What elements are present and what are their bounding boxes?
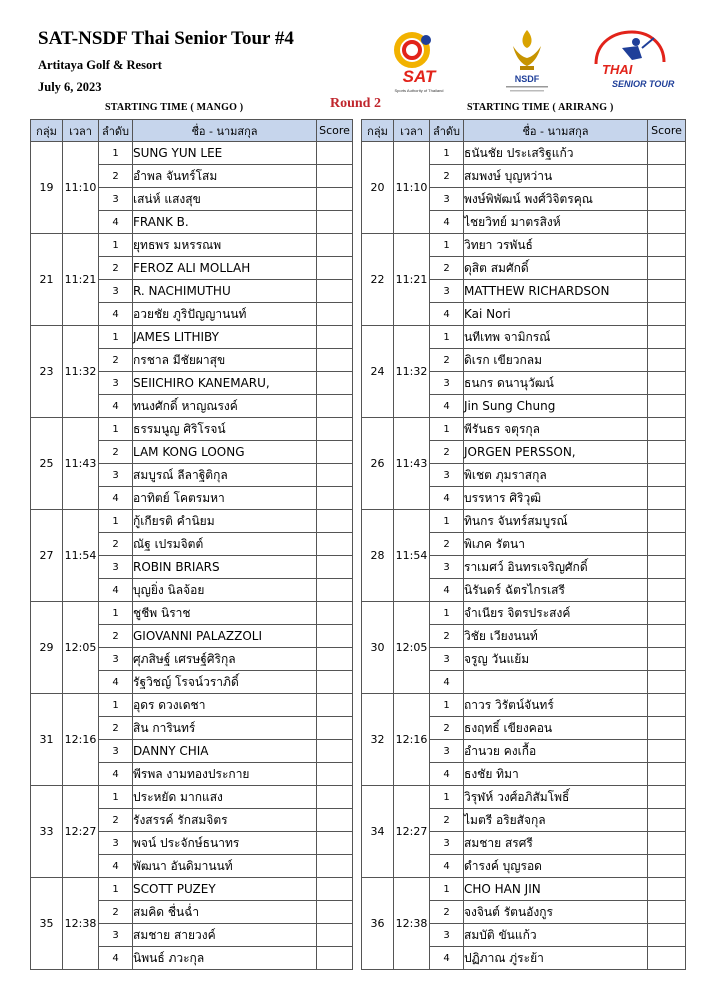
venue-name: Artitaya Golf & Resort [38,58,162,72]
tee-time-cell: 11:10 [63,142,99,234]
player-name-cell: SUNG YUN LEE [133,142,317,165]
player-name-cell: GIOVANNI PALAZZOLI [133,625,317,648]
col-order-header: ลำดับ [430,120,464,142]
order-cell: 3 [99,372,133,395]
order-cell: 1 [99,786,133,809]
score-cell [648,441,686,464]
order-cell: 3 [99,832,133,855]
player-name-cell: DANNY CHIA [133,740,317,763]
group-number-cell: 29 [31,602,63,694]
player-name-cell: MATTHEW RICHARDSON [464,280,648,303]
order-cell: 4 [430,671,464,694]
order-cell: 4 [430,303,464,326]
order-cell: 1 [99,418,133,441]
order-cell: 3 [430,372,464,395]
player-name-cell: ทนงศักดิ์ หาญณรงค์ [133,395,317,418]
order-cell: 4 [99,303,133,326]
order-cell: 3 [99,648,133,671]
order-cell: 1 [430,142,464,165]
player-name-cell: สมชาย สรศรี [464,832,648,855]
player-name-cell: ธงฤทธิ์ เขียงคอน [464,717,648,740]
player-name-cell: กู้เกียรติ คำนิยม [133,510,317,533]
tee-time-cell: 11:21 [394,234,430,326]
group-number-cell: 20 [362,142,394,234]
score-cell [648,740,686,763]
order-cell: 1 [430,418,464,441]
player-name-cell: ไมตรี อริยสัจกุล [464,809,648,832]
group-number-cell: 23 [31,326,63,418]
score-cell [648,878,686,901]
player-name-cell: ทินกร จันทร์สมบูรณ์ [464,510,648,533]
order-cell: 1 [99,510,133,533]
order-cell: 2 [99,625,133,648]
tee-time-cell: 11:32 [63,326,99,418]
player-name-cell: ไชยวิทย์ มาตรสิงห์ [464,211,648,234]
player-name-cell: ศุภสิษฐ์ เศรษฐ์ศิริกุล [133,648,317,671]
player-name-cell: กรชาล มีชัยผาสุข [133,349,317,372]
player-name-cell: อุดร ดวงเดชา [133,694,317,717]
player-name-cell: ธงชัย ทิมา [464,763,648,786]
order-cell: 4 [99,947,133,970]
order-cell: 3 [99,280,133,303]
player-name-cell: จงจินต์ รัตนอังกูร [464,901,648,924]
group-number-cell: 31 [31,694,63,786]
order-cell: 1 [430,326,464,349]
group-number-cell: 28 [362,510,394,602]
score-cell [317,487,353,510]
player-name-cell: Kai Nori [464,303,648,326]
table-row [31,326,353,349]
group-number-cell: 34 [362,786,394,878]
score-cell [648,786,686,809]
player-name-cell: ดำรงค์ บุญรอด [464,855,648,878]
order-cell: 2 [430,809,464,832]
player-name-cell: FRANK B. [133,211,317,234]
score-cell [317,372,353,395]
score-cell [648,234,686,257]
player-name-cell: ถาวร วิรัตน์จันทร์ [464,694,648,717]
score-cell [648,395,686,418]
score-cell [648,211,686,234]
score-cell [648,418,686,441]
tee-time-cell: 12:05 [394,602,430,694]
order-cell: 3 [430,188,464,211]
player-name-cell: พจน์ ประจักษ์ธนาทร [133,832,317,855]
score-cell [317,809,353,832]
col-group-header: กลุ่ม [362,120,394,142]
score-cell [317,625,353,648]
player-name-cell: ยุทธพร มหรรณพ [133,234,317,257]
player-name-cell: สมบูรณ์ ลีลาฐิติกุล [133,464,317,487]
tee-time-cell: 12:38 [394,878,430,970]
score-cell [317,579,353,602]
svg-text:Sports Authority of Thailand: Sports Authority of Thailand [394,88,444,93]
score-cell [648,257,686,280]
order-cell: 1 [430,878,464,901]
order-cell: 4 [99,855,133,878]
group-number-cell: 30 [362,602,394,694]
table-row [362,142,686,165]
tee-time-cell: 12:16 [394,694,430,786]
player-name-cell: CHO HAN JIN [464,878,648,901]
table-row [31,418,353,441]
group-number-cell: 36 [362,878,394,970]
order-cell: 4 [430,395,464,418]
col-group-header: กลุ่ม [31,120,63,142]
score-cell [317,142,353,165]
order-cell: 3 [430,924,464,947]
score-cell [317,303,353,326]
order-cell: 3 [99,464,133,487]
score-cell [648,671,686,694]
thai-senior-tour-logo [592,30,675,92]
score-cell [648,464,686,487]
svg-text:NSDF: NSDF [514,74,540,84]
order-cell: 4 [99,671,133,694]
player-name-cell: เสน่ห์ แสงสุข [133,188,317,211]
player-name-cell: อำนวย คงเกื้อ [464,740,648,763]
order-cell: 3 [430,648,464,671]
arirang-schedule-table [361,119,686,970]
score-cell [648,372,686,395]
player-name-cell: นิรันดร์ ฉัตรไกรเสรี [464,579,648,602]
player-name-cell: ชูชีพ นิราช [133,602,317,625]
tee-time-cell: 11:10 [394,142,430,234]
order-cell: 4 [99,763,133,786]
score-cell [648,901,686,924]
nsdf-logo [498,26,556,96]
player-name-cell: ราเมศว์ อินทรเจริญศักดิ์ [464,556,648,579]
order-cell: 3 [430,740,464,763]
table-row [362,694,686,717]
player-name-cell: บุญยิ่ง นิลจ้อย [133,579,317,602]
score-cell [317,924,353,947]
group-number-cell: 21 [31,234,63,326]
mango-title: STARTING TIME ( MANGO ) [105,102,244,113]
order-cell: 2 [99,349,133,372]
player-name-cell: ณัฐ เปรมจิตต์ [133,533,317,556]
player-name-cell: ธนันชัย ประเสริฐแก้ว [464,142,648,165]
order-cell: 4 [430,487,464,510]
col-time-header: เวลา [394,120,430,142]
order-cell: 1 [99,142,133,165]
table-row [362,234,686,257]
table-row [31,878,353,901]
score-cell [317,234,353,257]
tee-time-cell: 11:54 [394,510,430,602]
order-cell: 4 [99,211,133,234]
order-cell: 4 [430,579,464,602]
score-cell [317,257,353,280]
score-cell [317,165,353,188]
table-row [362,418,686,441]
col-name-header: ชื่อ - นามสกุล [464,120,648,142]
order-cell: 2 [99,257,133,280]
order-cell: 1 [99,694,133,717]
order-cell: 2 [99,717,133,740]
order-cell: 3 [430,832,464,855]
group-number-cell: 27 [31,510,63,602]
col-time-header: เวลา [63,120,99,142]
player-name-cell: อาทิตย์ โคตรมหา [133,487,317,510]
score-cell [317,441,353,464]
table-row [362,786,686,809]
player-name-cell: R. NACHIMUTHU [133,280,317,303]
player-name-cell: พงษ์พิพัฒน์ พงศ์วิจิตรคุณ [464,188,648,211]
col-name-header: ชื่อ - นามสกุล [133,120,317,142]
score-cell [648,832,686,855]
score-cell [317,671,353,694]
order-cell: 4 [99,579,133,602]
tee-time-cell: 12:05 [63,602,99,694]
score-cell [648,625,686,648]
score-cell [317,510,353,533]
score-cell [317,349,353,372]
order-cell: 4 [99,487,133,510]
score-cell [648,280,686,303]
order-cell: 1 [430,694,464,717]
order-cell: 1 [430,602,464,625]
order-cell: 4 [430,855,464,878]
player-name-cell: รังสรรค์ รักสมจิตร [133,809,317,832]
order-cell: 2 [99,165,133,188]
player-name-cell: จำเนียร จิตรประสงค์ [464,602,648,625]
score-cell [317,188,353,211]
score-cell [317,211,353,234]
score-cell [317,832,353,855]
score-cell [648,349,686,372]
group-number-cell: 19 [31,142,63,234]
order-cell: 2 [430,533,464,556]
order-cell: 3 [430,556,464,579]
tee-time-cell: 11:54 [63,510,99,602]
score-cell [317,418,353,441]
player-name-cell: วิชัย เวียงนนท์ [464,625,648,648]
player-name-cell: SEIICHIRO KANEMARU, [133,372,317,395]
order-cell: 2 [430,165,464,188]
table-row [362,878,686,901]
score-cell [317,556,353,579]
arirang-title: STARTING TIME ( ARIRANG ) [467,102,614,113]
order-cell: 3 [99,188,133,211]
svg-text:SENIOR TOUR: SENIOR TOUR [612,79,675,89]
score-cell [317,533,353,556]
player-name-cell: วิรุฬห์ วงศ์อภิสัมโพธิ์ [464,786,648,809]
table-row [31,142,353,165]
table-row [31,786,353,809]
group-number-cell: 32 [362,694,394,786]
player-name-cell: นิพนธ์ ภวะกุล [133,947,317,970]
score-cell [648,763,686,786]
group-number-cell: 22 [362,234,394,326]
tee-time-cell: 11:43 [394,418,430,510]
score-cell [648,487,686,510]
score-cell [648,510,686,533]
col-order-header: ลำดับ [99,120,133,142]
score-cell [317,740,353,763]
tee-time-cell: 12:27 [394,786,430,878]
score-cell [317,694,353,717]
order-cell: 2 [430,901,464,924]
order-cell: 3 [430,280,464,303]
player-name-cell: พีรพล งามทองประกาย [133,763,317,786]
tee-time-cell: 11:32 [394,326,430,418]
score-cell [317,280,353,303]
table-row [362,326,686,349]
event-title: SAT-NSDF Thai Senior Tour #4 [38,28,294,49]
player-name-cell: พัฒนา อันดิมานนท์ [133,855,317,878]
order-cell: 2 [430,257,464,280]
order-cell: 4 [430,763,464,786]
group-number-cell: 24 [362,326,394,418]
score-cell [648,303,686,326]
player-name-cell: สมบัติ ขันแก้ว [464,924,648,947]
player-name-cell: ธรรมนูญ ศิริโรจน์ [133,418,317,441]
player-name-cell: Jin Sung Chung [464,395,648,418]
order-cell: 1 [99,326,133,349]
player-name-cell: อวยชัย ภูริปัญญานนท์ [133,303,317,326]
player-name-cell: ROBIN BRIARS [133,556,317,579]
player-name-cell: สมพงษ์ บุญหว่าน [464,165,648,188]
player-name-cell: SCOTT PUZEY [133,878,317,901]
score-cell [317,855,353,878]
table-row [31,602,353,625]
score-cell [648,648,686,671]
player-name-cell: ธนกร ดนานุวัฒน์ [464,372,648,395]
player-name-cell: สมชาย สายวงค์ [133,924,317,947]
group-number-cell: 33 [31,786,63,878]
score-cell [648,717,686,740]
round-label: Round 2 [330,96,381,111]
score-cell [317,947,353,970]
score-cell [317,648,353,671]
score-cell [648,694,686,717]
order-cell: 2 [430,717,464,740]
order-cell: 1 [430,234,464,257]
order-cell: 1 [99,602,133,625]
score-cell [317,878,353,901]
score-cell [317,326,353,349]
order-cell: 2 [99,441,133,464]
table-row [31,510,353,533]
player-name-cell: สิน การินทร์ [133,717,317,740]
col-score-header: Score [648,120,686,142]
score-cell [648,855,686,878]
order-cell: 1 [99,234,133,257]
score-cell [648,165,686,188]
order-cell: 3 [430,464,464,487]
tee-time-cell: 12:27 [63,786,99,878]
score-cell [648,142,686,165]
score-cell [648,924,686,947]
table-row [362,510,686,533]
player-name-cell: พีรันธร จตุรกุล [464,418,648,441]
order-cell: 1 [430,510,464,533]
tee-time-cell: 11:21 [63,234,99,326]
group-number-cell: 35 [31,878,63,970]
order-cell: 4 [99,395,133,418]
player-name-cell: นทีเทพ จามิกรณ์ [464,326,648,349]
order-cell: 1 [99,878,133,901]
player-name-cell: ประหยัด มากแสง [133,786,317,809]
player-name-cell: ดุสิต สมศักดิ์ [464,257,648,280]
player-name-cell: อำพล จันทร์โสม [133,165,317,188]
sat-logo [390,30,448,96]
order-cell: 2 [99,533,133,556]
tee-time-cell: 12:38 [63,878,99,970]
score-cell [648,602,686,625]
mango-schedule-table [30,119,353,970]
group-number-cell: 25 [31,418,63,510]
score-cell [317,763,353,786]
player-name-cell: จรูญ วันแย้ม [464,648,648,671]
player-name-cell: พิเภค รัตนา [464,533,648,556]
order-cell: 4 [430,211,464,234]
player-name-cell: ดิเรก เขียวกลม [464,349,648,372]
order-cell: 3 [99,924,133,947]
score-cell [648,556,686,579]
table-row [31,694,353,717]
tee-time-cell: 12:16 [63,694,99,786]
col-score-header: Score [317,120,353,142]
order-cell: 1 [430,786,464,809]
player-name-cell: พิเชต ภุมราสกุล [464,464,648,487]
score-cell [317,901,353,924]
player-name-cell: บรรหาร ศิริวุฒิ [464,487,648,510]
score-cell [648,188,686,211]
tee-time-cell: 11:43 [63,418,99,510]
player-name-cell: รัฐวิชญ์ โรจน์วราภิดิ์ [133,671,317,694]
player-name-cell: ปฏิภาณ ภู่ระย้า [464,947,648,970]
order-cell: 2 [430,625,464,648]
group-number-cell: 26 [362,418,394,510]
score-cell [317,602,353,625]
svg-text:SAT: SAT [402,67,436,86]
table-row [31,234,353,257]
order-cell: 3 [99,556,133,579]
order-cell: 2 [99,809,133,832]
order-cell: 3 [99,740,133,763]
player-name-cell: JORGEN PERSSON, [464,441,648,464]
player-name-cell: สมคิด ชื่นฉ่ำ [133,901,317,924]
order-cell: 4 [430,947,464,970]
score-cell [648,533,686,556]
score-cell [317,395,353,418]
order-cell: 2 [430,441,464,464]
score-cell [648,326,686,349]
player-name-cell [464,671,648,694]
score-cell [317,717,353,740]
event-date: July 6, 2023 [38,80,102,94]
score-cell [317,786,353,809]
score-cell [648,947,686,970]
order-cell: 2 [99,901,133,924]
score-cell [648,809,686,832]
svg-text:THAI: THAI [602,62,633,77]
score-cell [317,464,353,487]
player-name-cell: JAMES LITHIBY [133,326,317,349]
player-name-cell: FEROZ ALI MOLLAH [133,257,317,280]
table-row [362,602,686,625]
player-name-cell: LAM KONG LOONG [133,441,317,464]
order-cell: 2 [430,349,464,372]
score-cell [648,579,686,602]
player-name-cell: วิทยา วรพันธ์ [464,234,648,257]
